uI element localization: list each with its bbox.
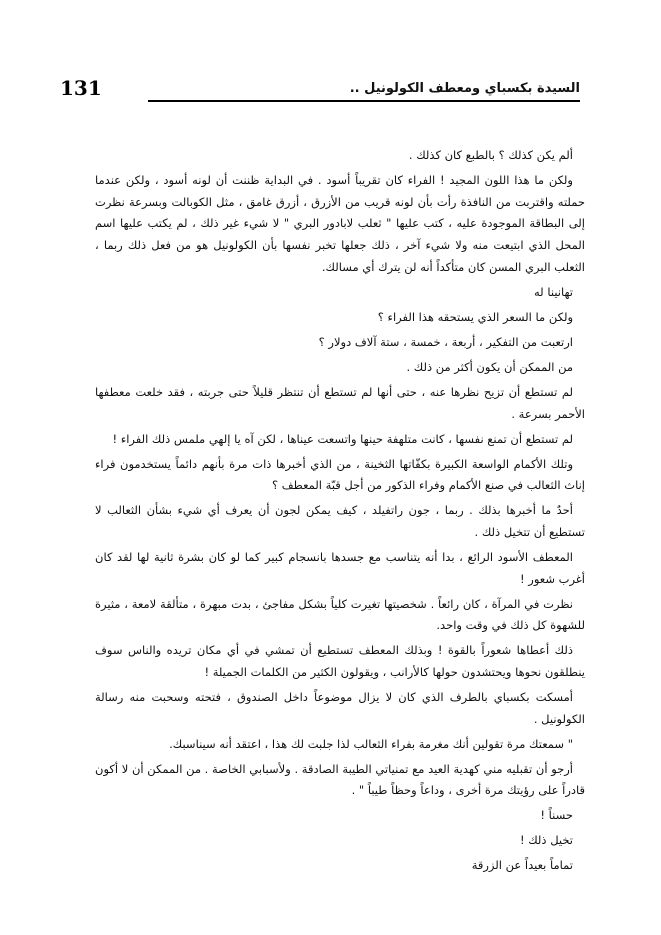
paragraph: ألم يكن كذلك ؟ بالطبع كان كذلك . [408,148,573,162]
paragraph: من الممكن أن يكون أكثر من ذلك . [406,359,573,374]
paragraph: أرجو أن تقبليه مني كهدية العيد مع تمنياتي الطيبة الصادقة . ولأسبابي الخاصة . من الممكن أن لا أكون قادراً على رؤيتك مرة أخرى ، وداعاً وحظاً طيباً " . [95,761,585,798]
paragraph: ولكن ما هذا اللون المجيد ! الفراء كان تقريباً أسود . في البداية ظننت أن لونه أسود ، ولكن عندما حملته واقتربت من النافذة رأت بأن لونه قريب من الأزرق ، أزرق غامق ، مثل الكوبالت وبسرعة نظرت إلى البطاقة الموجودة عليه ، كتب عليها " ثعلب لابادور البري " لا شيء غير ذلك ، لم يكتب عليها اسم المحل الذي ابتيعت منه ولا شيء آخر ، ذلك جعلها تخبر نفسها بأن الكولونيل هو من فعل ذلك ربما ، الثعلب البري المسن كان متأكداً أنه لن يترك أي مسالك. [95,173,585,274]
paragraph: أحدٌ ما أخبرها بذلك . ربما ، جون راتفيلد ، كيف يمكن لجون أن يعرف أي شيء بشأن الثعالب لا تستطيع أن تتخيل ذلك . [95,503,585,539]
page-header [60,78,580,104]
paragraph: ذلك أعطاها شعوراً بالقوة ! وبذلك المعطف تستطيع أن تمشي في أي مكان تريده والناس سوف ينطلقون نحوها ويحتشدون حولها كالأرانب ، ويقولون الكثير من الكلمات الجميلة ! [95,643,585,680]
body-text [95,145,585,880]
paragraph: أمسكت بكسباي بالطرف الذي كان لا يزال موضوعاً داخل الصندوق ، فتحته وسحبت منه رسالة الكولونيل . [95,690,585,726]
running-title: السيدة بكسباي ومعطف الكولونيل .. [349,81,580,96]
paragraph: ولكن ما السعر الذي يستحقه هذا الفراء ؟ [377,309,573,324]
paragraph: وتلك الأكمام الواسعة الكبيرة بكفّاتها الثخينة ، من الذي أخبرها ذات مرة بأنهم دائماً يستخدمون فراء إناث الثعالب في صنع الأكمام وفراء الذكور من أجل قبّة المعطف ؟ [95,456,585,493]
paragraph: تهانينا له [534,284,573,299]
paragraph: المعطف الأسود الرائع ، بدا أنه يتناسب مع جسدها بانسجام كبير كما لو كان بشرة ثانية لها لقد كان أغرب شعور ! [95,549,585,586]
paragraph: لم تستطع أن تزيح نظرها عنه ، حتى أنها لم تستطع أن تنتظر قليلاً حتى جربته ، فقد خلعت معطفها الأحمر بسرعة . [95,384,585,421]
paragraph: " سمعتك مرة تقولين أنك مغرمة بفراء الثعالب لذا جلبت لك هذا ، اعتقد أنه سيناسبك. [169,736,573,751]
paragraph: ارتعبت من التفكير ، أربعة ، خمسة ، ستة آلاف دولار ؟ [318,334,573,349]
page-number: 131 [60,76,102,100]
header-rule [148,100,580,102]
paragraph: نظرت في المرآة ، كان رائعاً . شخصيتها تغيرت كلياً بشكل مفاجئ ، بدت مبهرة ، متألقة لامعة ، مثيرة للشهوة كل ذلك في وقت واحد. [95,596,585,633]
paragraph: حسناً ! [540,808,573,823]
paragraph: تماماً بعيداً عن الزرقة [471,858,573,873]
paragraph: لم تستطع أن تمنع نفسها ، كانت متلهفة حينها واتسعت عيناها ، لكن آه يا إلهي ملمس ذلك الفراء ! [112,431,573,446]
paragraph: تخيل ذلك ! [519,833,573,848]
